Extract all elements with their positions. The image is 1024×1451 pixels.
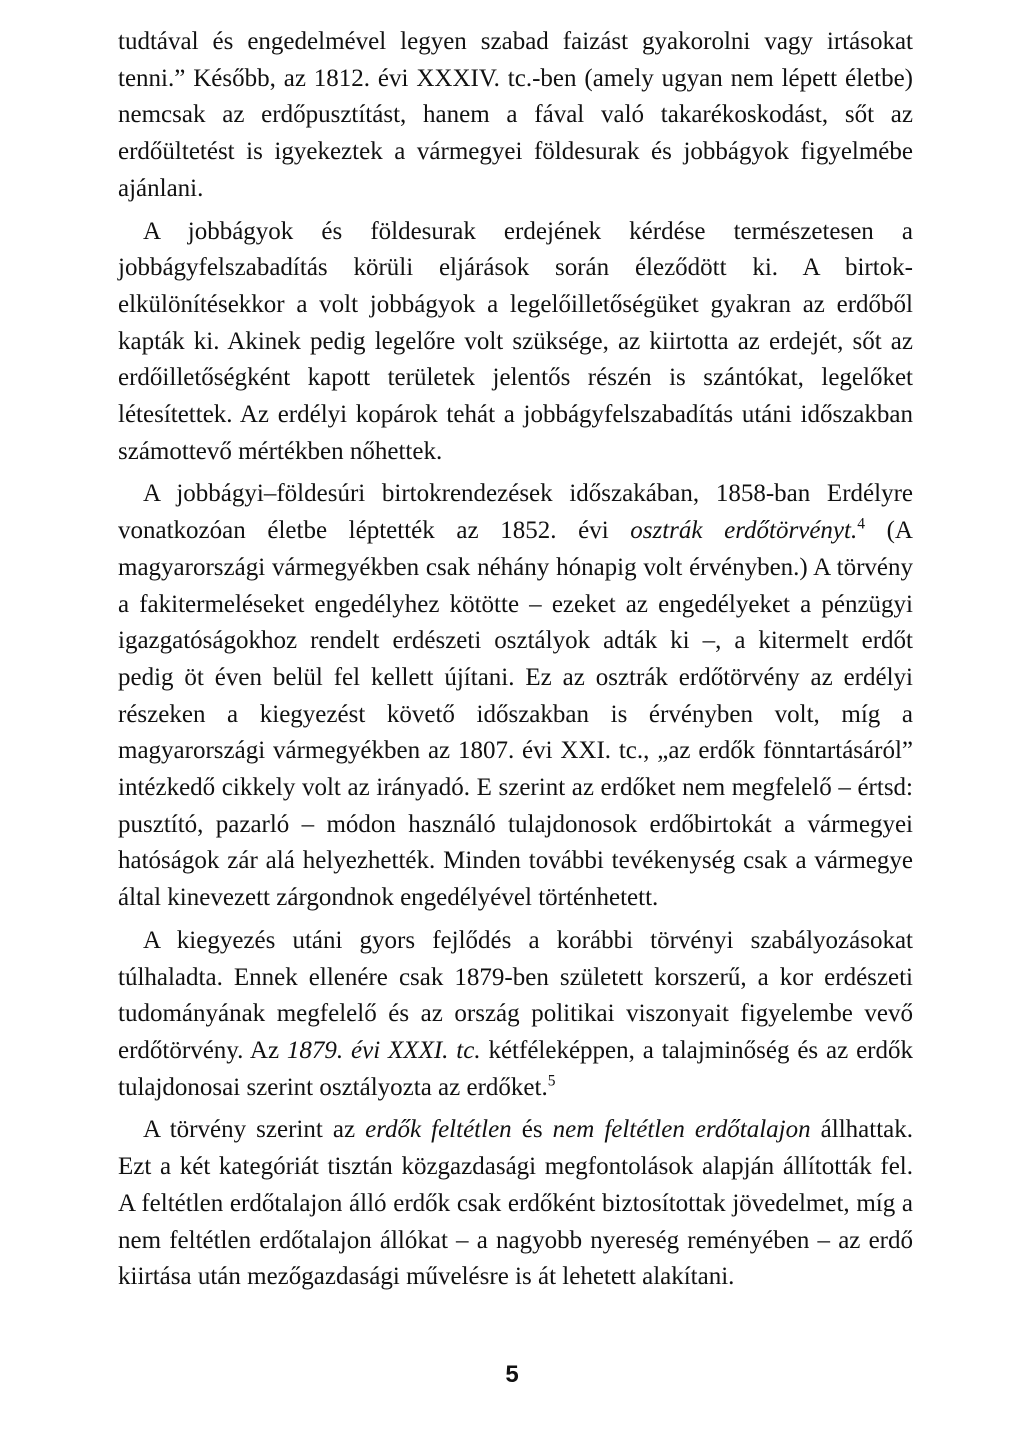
italic-text: . [850, 517, 858, 545]
paragraph [118, 476, 913, 916]
paragraph [118, 24, 913, 208]
page-number: 5 [505, 1361, 519, 1388]
italic-text: 1879. évi XXXI. tc. [286, 1036, 481, 1064]
italic-text: erdők feltétlen [365, 1116, 512, 1144]
page-body [118, 24, 913, 1296]
italic-text: osztrák erdőtörvényt [630, 517, 851, 545]
text-run: és [511, 1116, 553, 1144]
text-run: A kiegyezés utáni gyors fejlődés a korábbi törvényi szabályozásokat túlhaladta. Ennek ellenére csak 1879-ben született korszerű, a kor erdészeti tudományának megfelelő és az ország politikai viszonyait figyelembe vevő erdőtörvény. Az [118, 926, 913, 1064]
paragraph [118, 214, 913, 471]
text-run: (A magyarországi vármegyékben csak néhány hónapig volt érvényben.) A törvény a fakitermeléseket engedélyhez kötötte – ezeket az engedélyeket a pénzügyi igazgatóságokhoz rendelt erdészeti osztályok adták ki –, a kitermelt erdőt pedig öt éven belül fel kellett újítani. Ez az osztrák erdőtörvény az erdélyi részeken a kiegyezést követő időszakban is érvényben volt, míg a magyarországi vármegyékben az 1807. évi XXI. tc., „az erdők fönntartásáról” intézkedő cikkely volt az irányadó. E szerint az erdőket nem megfelelő – értsd: pusztító, pazarló – módon használó tulajdonosok erdőbirtokát a vármegyei hatóságok zár alá helyezhették. Minden további tevékenység csak a vármegye által kinevezett zárgondnok engedélyével történhetett. [118, 517, 913, 912]
footnote-marker: 4 [857, 515, 865, 533]
paragraph [118, 923, 913, 1107]
footnote-marker: 5 [547, 1072, 556, 1090]
text-run: tudtával és engedelmével legyen szabad faizást gyakorolni vagy irtásokat tenni.” Később, az 1812. évi XXXIV. tc.-ben (amely ugyan nem lépett életbe) nemcsak az erdőpusztítást, hanem a fával való takarékoskodást, sőt az erdőültetést is igyekeztek a vármegyei földesurak és jobbágyok figyelmébe ajánlani. [118, 28, 913, 202]
text-run: kétféleképpen, a talajminőség és az erdők tulajdonosai szerint osztályozta az erdőket. [118, 1036, 914, 1101]
paragraph [118, 1112, 913, 1296]
text-run: A jobbágyok és földesurak erdejének kérdése természetesen a jobbágyfelszabadítás körüli eljárások során éleződött ki. A birtok-elkülönítésekkor a volt jobbágyok a legelőilletőségüket gyakran az erdőből kapták ki. Akinek pedig legelőre volt szüksége, az kiirtotta az erdejét, sőt az erdőilletőségként kapott területek jelentős részén is szántókat, legelőket létesítettek. Az erdélyi kopárok tehát a jobbágyfelszabadítás utáni időszakban számottevő mértékben nőhettek. [118, 217, 913, 465]
text-run: állhattak. Ezt a két kategóriát tisztán közgazdasági megfontolások alapján állították fel. A feltétlen erdőtalajon álló erdők csak erdőként biztosítottak jövedelmet, míg a nem feltétlen erdőtalajon állókat – a nagyobb nyereség reményében – az erdő kiirtása után mezőgazdasági művelésre is át lehetett alakítani. [118, 1116, 914, 1291]
text-run: A törvény szerint az [143, 1116, 366, 1144]
italic-text: nem feltétlen erdőtalajon [552, 1116, 811, 1144]
text-run: A jobbágyi–földesúri birtokrendezések időszakában, 1858-ban Erdélyre vonatkozóan életbe léptették az 1852. évi [118, 480, 913, 545]
